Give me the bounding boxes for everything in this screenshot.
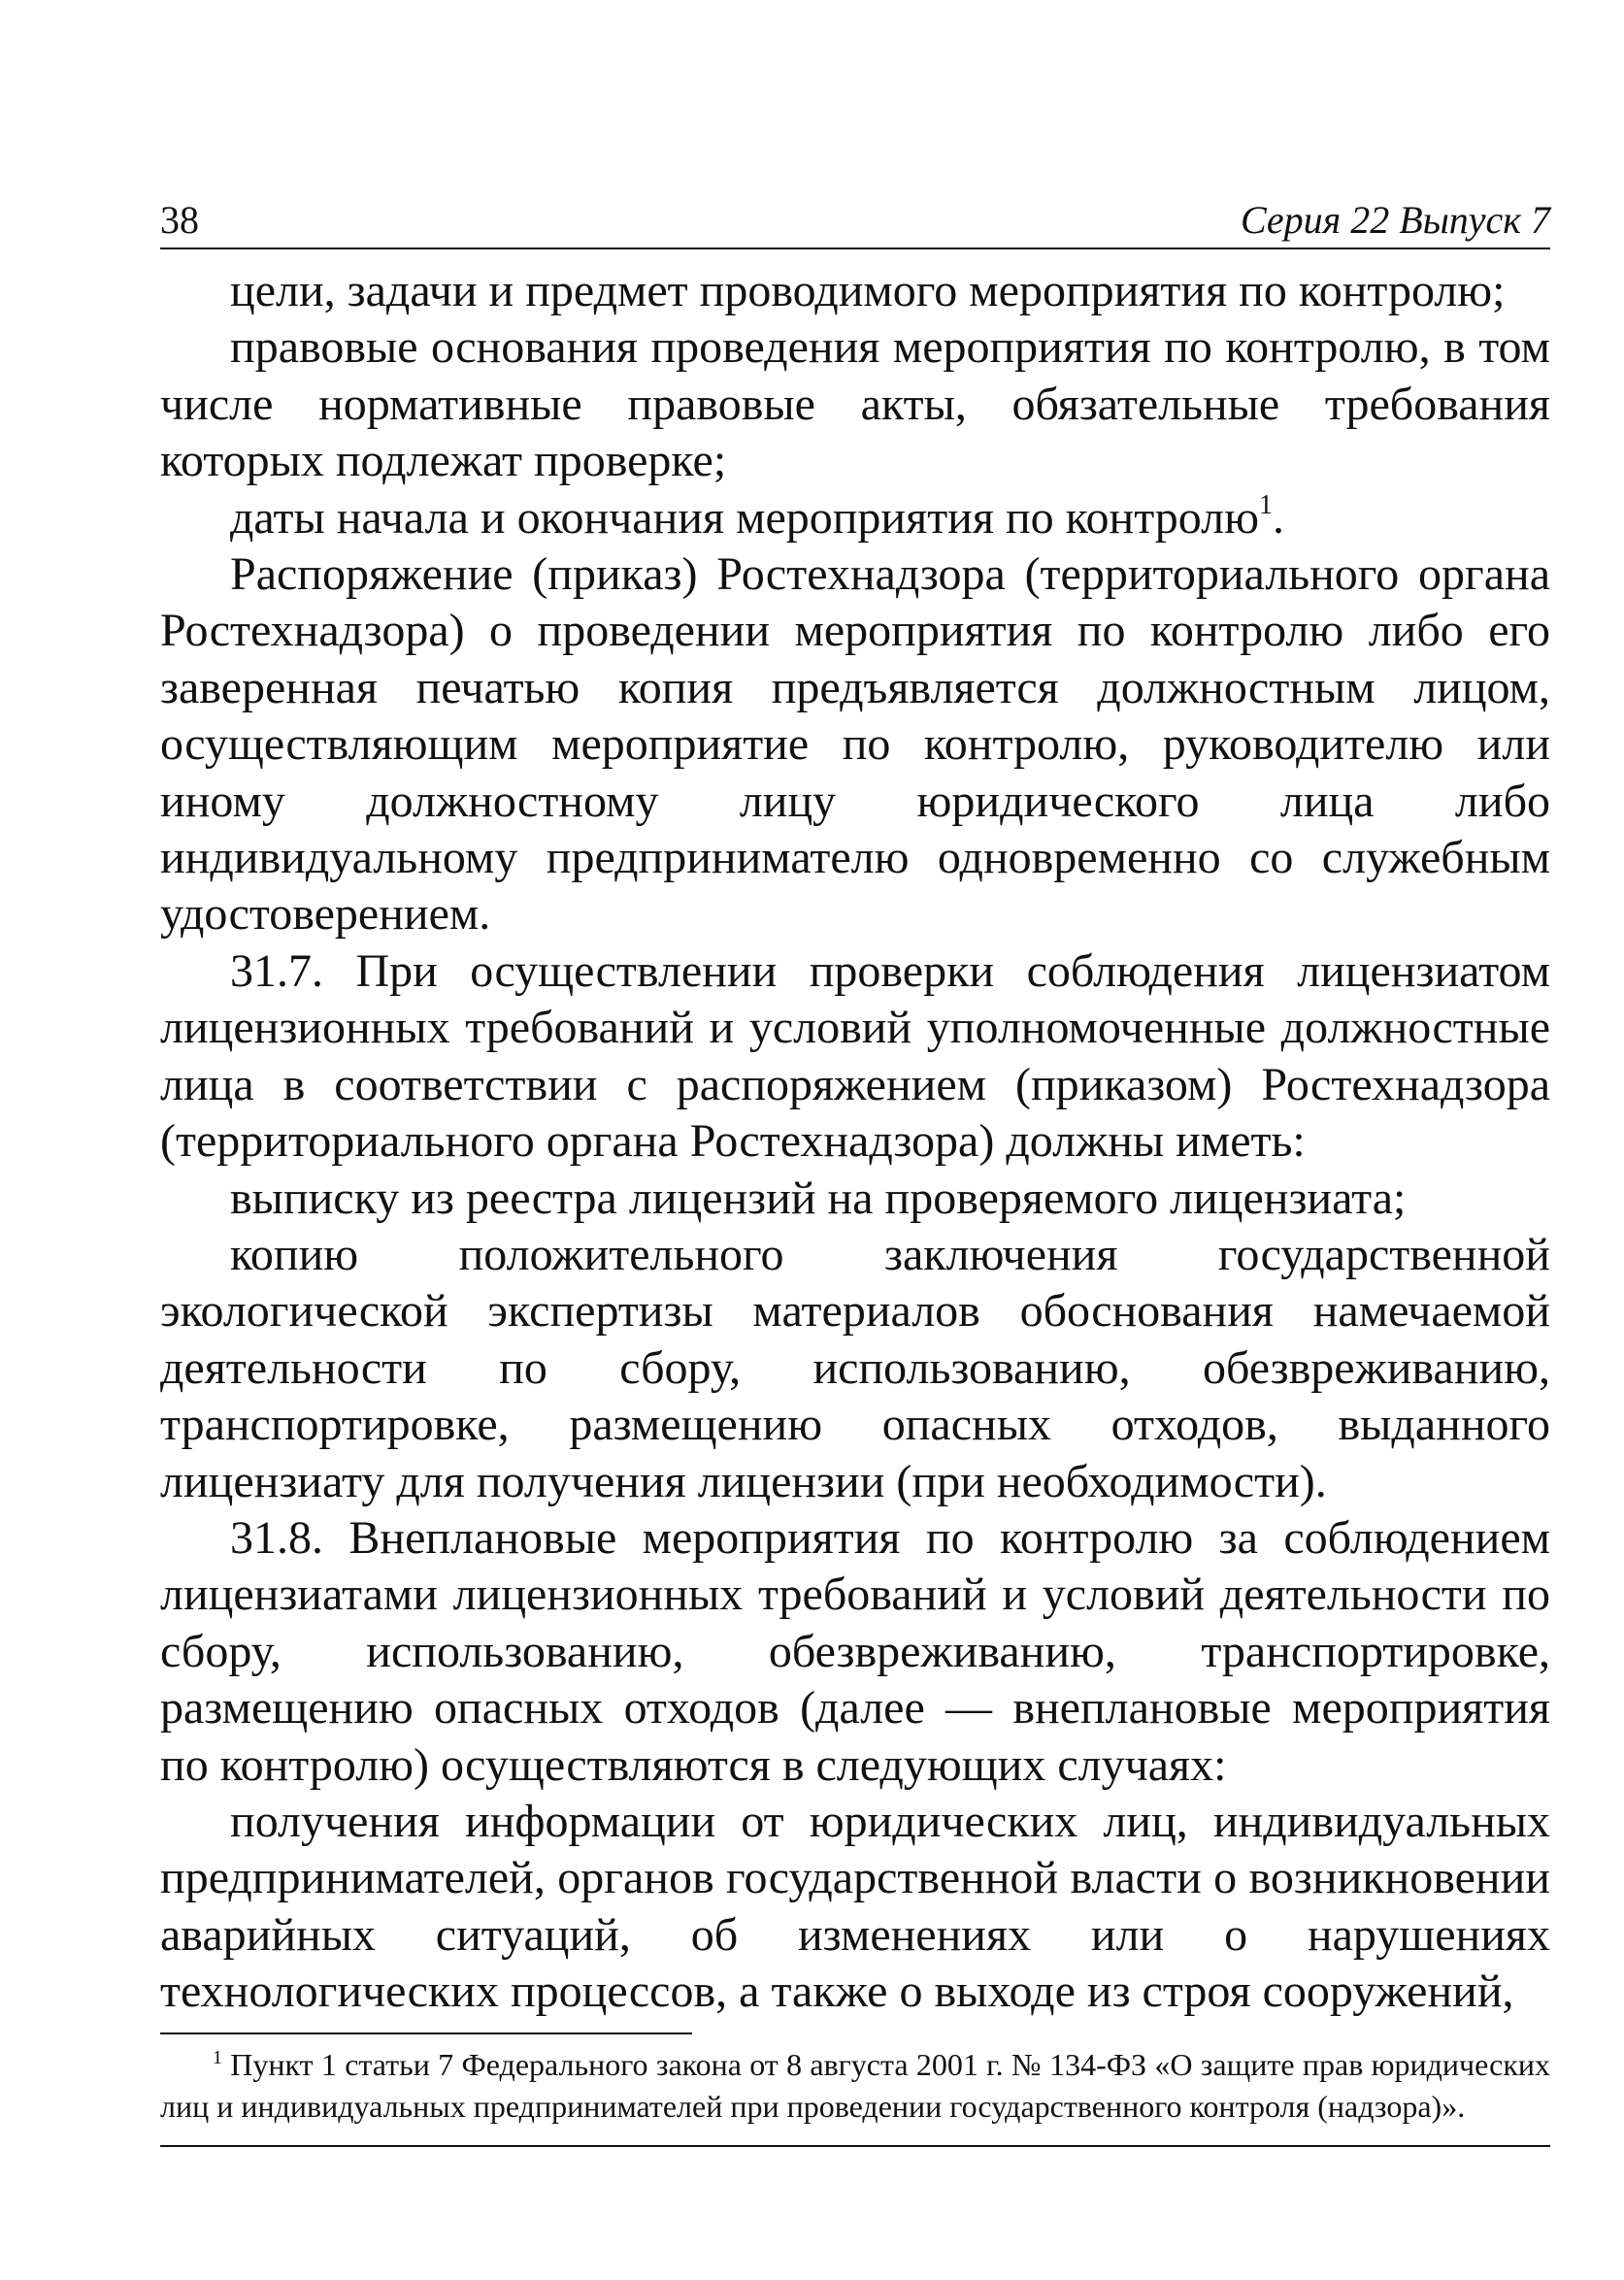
book-page xyxy=(160,189,1550,2147)
paragraph: выписку из реестра лицензий на проверяемого лицензиата; xyxy=(230,1172,1407,1224)
paragraph: копию положительного заключения государственной экологической экспертизы материалов обоснования намечаемой деятельности по сбору, использованию, обезвреживанию, транспортировке, размещению опасных отходов, выданного лицензиату для получения лицензии (при необходимости). xyxy=(160,1228,1550,1507)
paragraph: правовые основания проведения мероприятия по контролю, в том числе нормативные правовые акты, обязательные требования которых подлежат проверке; xyxy=(160,321,1550,487)
paragraph: 31.8. Внеплановые мероприятия по контролю за соблюдением лицензиатами лицензионных требований и условий деятельности по сбору, использованию, обезвреживанию, транспортировке, размещению опасных отходов (далее — внеплановые мероприятия по контролю) осуществляются в следующих случаях: xyxy=(160,1511,1550,1791)
paragraph: цели, задачи и предмет проводимого мероприятия по контролю; xyxy=(230,265,1506,316)
footnotes xyxy=(160,2044,1550,2128)
paragraph: 31.7. При осуществлении проверки соблюдения лицензиатом лицензионных требований и условий уполномоченные должностные лица в соответствии с распоряжением (приказом) Ростехнадзора (территориального органа Ростехнадзора) должны иметь: xyxy=(160,944,1550,1168)
footnote-number: 1 xyxy=(213,2046,222,2068)
footnote-text: Пункт 1 статьи 7 Федерального закона от 8 августа 2001 г. № 134-ФЗ «О защите прав юридических лиц и индивидуальных предпринимателей при проведении государственного контроля (надзора)». xyxy=(160,2046,1551,2124)
page-header xyxy=(160,189,1550,249)
running-title: Серия 22 Выпуск 7 xyxy=(1240,198,1550,242)
body-text xyxy=(160,263,1550,2021)
footnote-reference: 1 xyxy=(1258,489,1273,520)
page-number: 38 xyxy=(160,198,199,242)
paragraph: получения информации от юридических лиц, индивидуальных предпринимателей, органов государственной власти о возникновении аварийных ситуаций, об изменениях или о нарушениях технологических процессов, а также о выходе из строя сооружений, xyxy=(160,1795,1550,2018)
paragraph: даты начала и окончания мероприятия по контролю$^1$. xyxy=(230,489,1284,544)
bottom-rule xyxy=(160,2145,1550,2147)
paragraph: Распоряжение (приказ) Ростехнадзора (территориального органа Ростехнадзора) о проведении мероприятия по контролю либо его заверенная печатью копия предъявляется должностным лицом, осуществляющим мероприятие по контролю, руководителю или иному должностному лицу юридического лица либо индивидуальному предпринимателю одновременно со служебным удостоверением. xyxy=(160,548,1550,941)
footnote xyxy=(160,2044,1550,2128)
footnote-separator xyxy=(160,2032,692,2034)
